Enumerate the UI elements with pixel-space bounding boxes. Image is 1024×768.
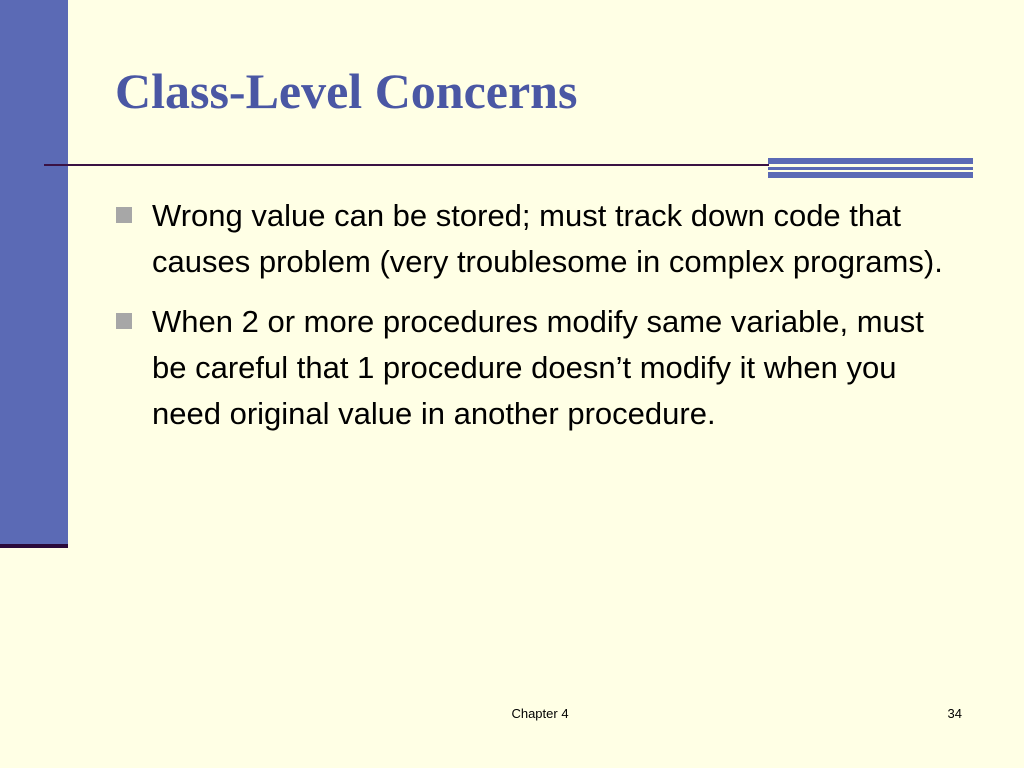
footer-page-number: 34 <box>947 706 962 721</box>
left-accent-band-edge <box>0 544 68 548</box>
title-divider-accent-bar-middle <box>768 167 973 170</box>
slide-title: Class-Level Concerns <box>115 63 578 119</box>
title-divider-accent-bar-top <box>768 158 973 164</box>
bullet-item <box>112 193 952 285</box>
footer-chapter-label: Chapter 4 <box>511 706 569 721</box>
square-bullet-icon <box>116 207 132 223</box>
bullet-item <box>112 299 952 437</box>
title-divider-line <box>44 164 769 166</box>
left-accent-band <box>0 0 68 546</box>
bullet-text: Wrong value can be stored; must track down code that causes problem (very troublesome in complex programs). <box>152 198 943 279</box>
square-bullet-icon <box>116 313 132 329</box>
title-divider-accent <box>768 158 973 180</box>
bullet-list <box>112 193 952 451</box>
title-divider-accent-bar-bottom <box>768 172 973 178</box>
bullet-text: When 2 or more procedures modify same variable, must be careful that 1 procedure doesn’t modify it when you need original value in another procedure. <box>152 304 924 431</box>
